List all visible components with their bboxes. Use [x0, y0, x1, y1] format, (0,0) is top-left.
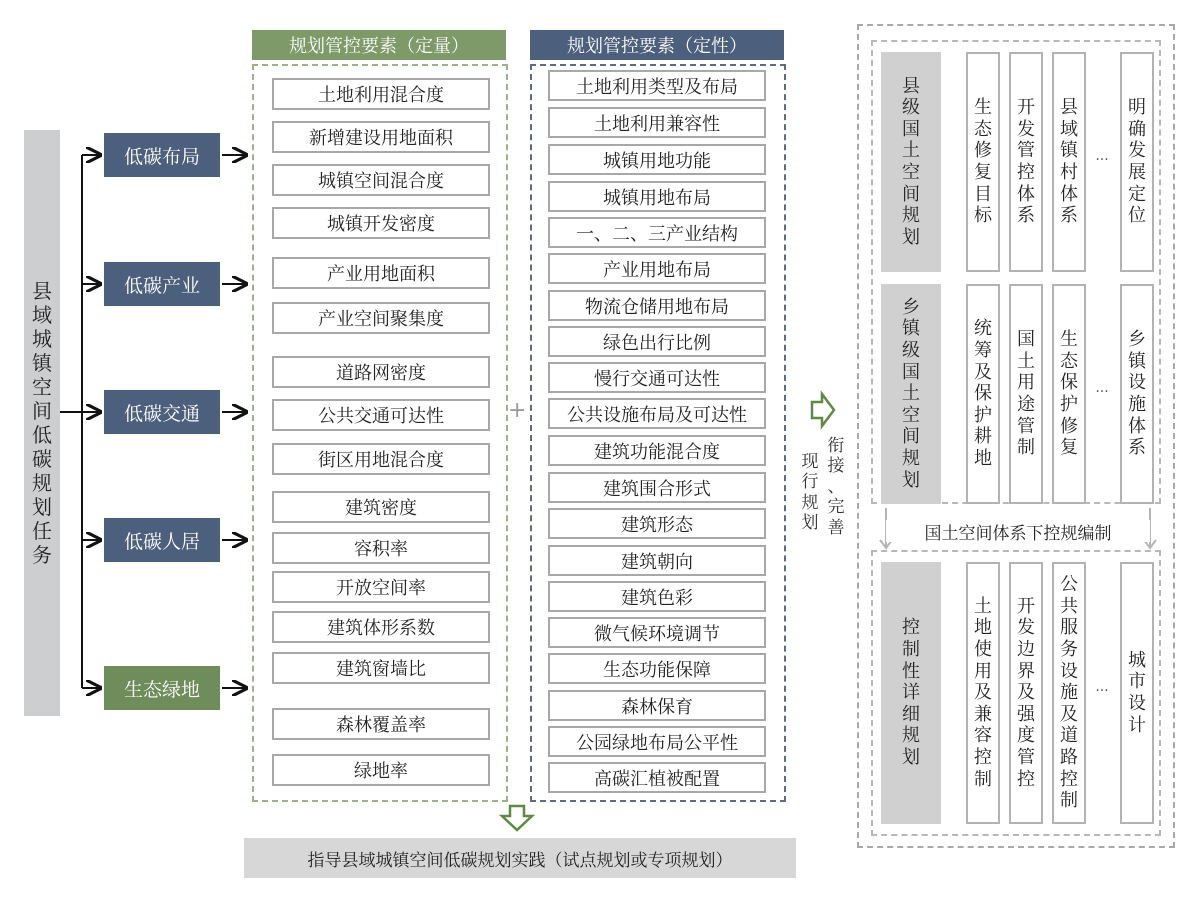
- quant-item: 新增建设用地面积: [272, 121, 490, 153]
- qual-item: 建筑功能混合度: [548, 435, 766, 466]
- quant-item: 绿地率: [272, 754, 490, 786]
- quant-item: 道路网密度: [272, 356, 490, 388]
- quant-item: 公共交通可达性: [272, 399, 490, 431]
- qual-item: 高碳汇植被配置: [548, 762, 766, 793]
- regulatory-detail-plan-column: 开 发 边 界 及 强 度 管 控: [1009, 562, 1043, 824]
- qual-item: 森林保育: [548, 690, 766, 721]
- quant-item: 建筑密度: [272, 491, 490, 523]
- township-plan-column: 生 态 保 护 修 复: [1052, 284, 1086, 504]
- qual-item: 慢行交通可达性: [548, 362, 766, 393]
- qual-item: 公园绿地布局公平性: [548, 726, 766, 757]
- qual-item: 一、二、三产业结构: [548, 217, 766, 248]
- quant-item: 城镇开发密度: [272, 207, 490, 239]
- county-plan-label: 县 级 国 土 空 间 规 划: [881, 52, 941, 272]
- quant-item: 土地利用混合度: [272, 78, 490, 110]
- qual-item: 绿色出行比例: [548, 326, 766, 357]
- qual-item: 产业用地布局: [548, 253, 766, 284]
- regulatory-detail-plan-column: 公 共 服 务 设 施 及 道 路 控 制: [1052, 562, 1086, 824]
- qual-item: 城镇用地布局: [548, 181, 766, 212]
- quant-item: 森林覆盖率: [272, 708, 490, 740]
- quant-item: 产业空间聚集度: [272, 302, 490, 334]
- plus-sign: +: [508, 398, 527, 423]
- county-plan-ellipsis: ···: [1095, 152, 1109, 168]
- township-plan-label: 乡 镇 级 国 土 空 间 规 划: [881, 284, 941, 504]
- township-plan-ellipsis: ···: [1095, 384, 1109, 400]
- qual-item: 物流仓储用地布局: [548, 290, 766, 321]
- task-main-label: 县 域 城 镇 空 间 低 碳 规 划 任 务: [24, 130, 60, 716]
- qual-item: 土地利用类型及布局: [548, 70, 766, 101]
- county-plan-column: 生 态 修 复 目 标: [966, 52, 1000, 272]
- task-low-carbon-industry: 低碳产业: [104, 262, 220, 306]
- quant-item: 建筑窗墙比: [272, 652, 490, 684]
- qual-item: 土地利用兼容性: [548, 107, 766, 138]
- regulatory-detail-plan-column: 城 市 设 计: [1120, 562, 1154, 824]
- qual-item: 城镇用地功能: [548, 144, 766, 175]
- township-plan-column: 国 土 用 途 管 制: [1009, 284, 1043, 504]
- quant-item: 产业用地面积: [272, 257, 490, 289]
- mid-caption: 国土空间体系下控规编制: [886, 520, 1150, 542]
- regulatory-detail-plan-ellipsis: ···: [1095, 683, 1109, 699]
- qual-item: 建筑色彩: [548, 581, 766, 612]
- county-plan-column: 县 域 镇 村 体 系: [1052, 52, 1086, 272]
- task-eco-green-space: 生态绿地: [104, 666, 220, 710]
- qual-item: 建筑围合形式: [548, 472, 766, 503]
- quant-item: 街区用地混合度: [272, 443, 490, 475]
- qual-item: 建筑朝向: [548, 545, 766, 576]
- township-plan-column: 乡 镇 设 施 体 系: [1120, 284, 1154, 504]
- qual-item: 生态功能保障: [548, 653, 766, 684]
- qual-item: 微气候环境调节: [548, 617, 766, 648]
- township-plan-column: 统 筹 及 保 护 耕 地: [966, 284, 1000, 504]
- regulatory-detail-plan-label: 控 制 性 详 细 规 划: [881, 562, 941, 824]
- county-plan-column: 开 发 管 控 体 系: [1009, 52, 1043, 272]
- qual-header: 规划管控要素（定性）: [530, 30, 784, 60]
- quant-header: 规划管控要素（定量）: [252, 30, 506, 60]
- task-low-carbon-living: 低碳人居: [104, 518, 220, 562]
- connector-text-2: 现 行 规 划: [801, 452, 819, 534]
- connector-text-1: 衔 接 、 完 善: [827, 436, 845, 538]
- county-plan-column: 明 确 发 展 定 位: [1120, 52, 1154, 272]
- task-low-carbon-transport: 低碳交通: [104, 390, 220, 434]
- quant-item: 容积率: [272, 532, 490, 564]
- bottom-guidance-bar: 指导县域城镇空间低碳规划实践（试点规划或专项规划）: [244, 838, 796, 878]
- qual-item: 建筑形态: [548, 508, 766, 539]
- quant-item: 城镇空间混合度: [272, 164, 490, 196]
- qual-item: 公共设施布局及可达性: [548, 398, 766, 429]
- task-low-carbon-layout: 低碳布局: [104, 133, 220, 177]
- regulatory-detail-plan-column: 土 地 使 用 及 兼 容 控 制: [966, 562, 1000, 824]
- quant-item: 建筑体形系数: [272, 611, 490, 643]
- quant-item: 开放空间率: [272, 571, 490, 603]
